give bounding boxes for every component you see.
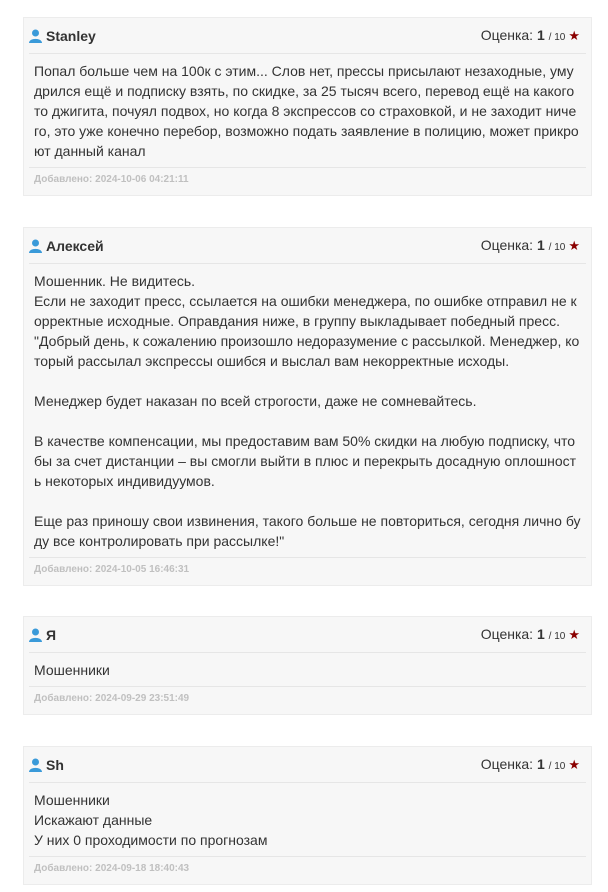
rating-label: Оценка: xyxy=(480,626,534,642)
review-author xyxy=(29,757,64,773)
rating-max: / 10 xyxy=(548,631,566,642)
star-icon: ★ xyxy=(568,238,580,253)
rating-label: Оценка: xyxy=(480,237,534,253)
review-author xyxy=(29,28,96,44)
review-rating xyxy=(481,27,580,44)
review-header xyxy=(29,18,586,54)
review-rating xyxy=(481,237,580,254)
review-text: Мошенники Искажают данные У них 0 проходимости по прогнозам xyxy=(34,792,268,848)
star-icon: ★ xyxy=(568,627,580,642)
rating-label: Оценка: xyxy=(480,756,534,772)
review-text: Попал больше чем на 100к с этим... Слов нет, прессы присылают незаходные, умудрился ещё и подписку взять, по скидке, за 25 тысяч всего, перевод ещё на какого то джигита, почуял подвох, но когда 8 экспрессов со страховкой, и не заходит ничего, это уже конечно перебор, возможно подать заявление в полицию, может прикроют данный канал xyxy=(34,63,579,159)
review-date: Добавлено: 2024-09-18 18:40:43 xyxy=(29,856,586,884)
review-rating xyxy=(481,626,580,643)
rating-max: / 10 xyxy=(548,242,566,253)
review-header xyxy=(29,747,586,783)
rating-value: 1 xyxy=(536,237,545,253)
rating-max: / 10 xyxy=(548,32,566,43)
user-icon xyxy=(29,628,42,642)
rating-value: 1 xyxy=(536,27,545,43)
review-card xyxy=(23,227,592,586)
review-author xyxy=(29,627,56,643)
user-icon xyxy=(29,29,42,43)
review-card xyxy=(23,746,592,885)
user-icon xyxy=(29,239,42,253)
rating-label: Оценка: xyxy=(480,27,534,43)
star-icon: ★ xyxy=(568,28,580,43)
review-author xyxy=(29,238,104,254)
review-date: Добавлено: 2024-09-29 23:51:49 xyxy=(29,686,586,714)
author-name: Я xyxy=(46,626,57,643)
star-icon: ★ xyxy=(568,757,580,772)
author-name: Stanley xyxy=(46,27,96,44)
review-date: Добавлено: 2024-10-06 04:21:11 xyxy=(29,167,586,195)
rating-value: 1 xyxy=(536,756,545,772)
review-card xyxy=(23,17,592,196)
author-name: Sh xyxy=(46,756,64,773)
rating-value: 1 xyxy=(536,626,545,642)
review-rating xyxy=(481,756,580,773)
review-text: Мошенники xyxy=(34,662,110,678)
review-date: Добавлено: 2024-10-05 16:46:31 xyxy=(29,557,586,585)
user-icon xyxy=(29,758,42,772)
review-text: Мошенник. Не видитесь. Если не заходит пресс, ссылается на ошибки менеджера, по ошибке отправил не корректные исходные. Оправдания ниже, в группу выкладывает победный пресс. "Добрый день, к сожалению произошло недоразумение с рассылкой. Менеджер, который рассылал экспрессы ошибся и выслал вам некорректные исходы. Менеджер будет наказан по всей строгости, даже не сомневайтесь. В качестве компенсации, мы предоставим вам 50% скидки на любую подписку, чтобы за счет дистанции – вы смогли выйти в плюс и перекрыть досадную оплошность некоторых индивидуумов. Еще раз приношу свои извинения, такого больше не повториться, сегодня лично буду все контролировать при рассылке!" xyxy=(34,273,581,549)
review-card xyxy=(23,616,592,715)
author-name: Алексей xyxy=(46,237,104,254)
rating-max: / 10 xyxy=(548,761,566,772)
review-header xyxy=(29,228,586,264)
review-header xyxy=(29,617,586,653)
